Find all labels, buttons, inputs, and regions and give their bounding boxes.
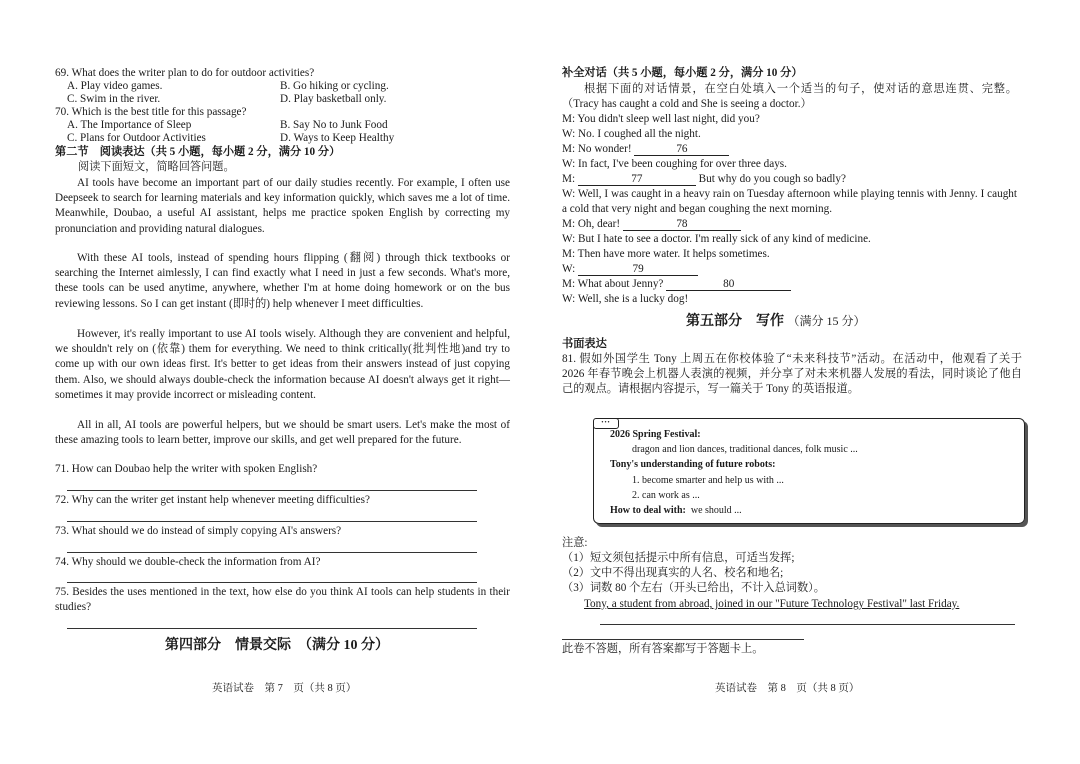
passage-paragraph-2: With these AI tools, instead of spending hours flipping (翻阅) through thick textbooks or searching the Internet aimlessly, I can find exactly what I need in just a few seconds. What's more, these tools can be used anytime, anywhere, whether I'm at home doing homework or on the bus reviewing lessons. So I can get instant (即时的) help whenever I meet difficulties. — [55, 252, 510, 310]
part4-title: 第四部分 情景交际 （满分 10 分） — [165, 638, 389, 653]
note-1: （1）短文须包括提示中所有信息，可适当发挥; — [562, 552, 795, 564]
hint-line-1: 2026 Spring Festival: — [610, 429, 701, 440]
part5-title — [686, 312, 866, 331]
dialog-line-10 — [562, 262, 698, 277]
hint-line-3: Tony's understanding of future robots: — [610, 459, 776, 470]
q70-option-b: B. Say No to Junk Food — [280, 119, 388, 131]
dialog-instruction: 根据下面的对话情景，在空白处填入一个适当的句子，使对话的意思连贯、完整。（Tracy has caught a cold and She is seeing a doctor.） — [562, 83, 1017, 111]
q69-option-b: B. Go hiking or cycling. — [280, 80, 389, 92]
passage-paragraph-3: However, it's really important to use AI tools wisely. Although they are convenient and helpful, we shouldn't rely on (依靠) them for everything. We need to think critically(批判性地)and try to come up with our own ideas first. It's better to get ideas from their answers instead of just copying them. Also, we should always double-check the information because AI doesn't always get it right—sometimes it may provide incorrect or misleading content. — [55, 328, 510, 401]
note-2: （2）文中不得出现真实的人名、校名和地名; — [562, 567, 784, 579]
q70-option-a: A. The Importance of Sleep — [67, 119, 192, 131]
hint-line-6 — [610, 504, 742, 518]
dialog-line-5 — [562, 172, 846, 187]
writing-line-1[interactable] — [600, 624, 1015, 625]
dialog-line-3-text: M: No wonder! — [562, 143, 635, 155]
blank-79[interactable]: 79 — [578, 263, 698, 276]
section2-title: 第二节 阅读表达（共 5 小题，每小题 2 分，满分 10 分） — [55, 146, 341, 158]
dialog-line-5-suffix: But why do you cough so badly? — [695, 173, 846, 185]
question-74: 74. Why should we double-check the information from AI? — [55, 556, 321, 568]
answer-line-71[interactable] — [67, 490, 477, 491]
question-73: 73. What should we do instead of simply copying AI's answers? — [55, 525, 342, 537]
notes-title: 注意: — [562, 537, 588, 549]
answer-line-73[interactable] — [67, 552, 477, 553]
dialog-line-7 — [562, 217, 741, 232]
dialog-line-4: W: In fact, I've been coughing for over three days. — [562, 158, 787, 170]
note-3: （3）词数 80 个左右（开头已给出，不计入总词数）。 — [562, 582, 825, 594]
dialog-line-9: M: Then have more water. It helps sometimes. — [562, 248, 770, 260]
blank-77[interactable]: 77 — [578, 173, 696, 186]
question-70: 70. Which is the best title for this passage? — [55, 106, 247, 118]
dialog-line-2: W: No. I coughed all the night. — [562, 128, 701, 140]
passage-paragraph-1: AI tools have become an important part of our daily studies recently. For example, I often use Deepseek to search for learning materials and key information quickly, which saves me a lot of time. Meanwhile, Doubao, a useful AI assistant, helps me practice spoken English by correcting my pronunciation and providing natural dialogues. — [55, 177, 510, 235]
blank-78[interactable]: 78 — [623, 218, 741, 231]
q70-option-d: D. Ways to Keep Healthy — [280, 132, 395, 144]
q69-option-c: C. Swim in the river. — [67, 93, 161, 105]
page-footer-right: 英语试卷 第 8 页（共 8 页） — [715, 683, 860, 694]
writing-prompt: 81. 假如外国学生 Tony 上周五在你校体验了“未来科技节”活动。在活动中，他观看了关于 2026 年春节晚会上机器人表演的视频，并分享了对未来机器人发展的看法，同时谈论了他自己的观点。请根据内容提示，写一篇关于 Tony 的英语报道。 — [562, 353, 1022, 396]
blank-80[interactable]: 80 — [666, 278, 791, 291]
dialog-line-10-text: W: — [562, 263, 579, 275]
answer-line-74[interactable] — [67, 582, 477, 583]
question-75: 75. Besides the uses mentioned in the text, how else do you think AI tools can help students in their studies? — [55, 586, 510, 614]
dialog-line-7-text: M: Oh, dear! — [562, 218, 623, 230]
blank-76[interactable]: 76 — [634, 143, 729, 156]
hint-line-5: 2. can work as ... — [632, 490, 700, 501]
answer-line-75[interactable] — [67, 628, 477, 629]
answer-line-72[interactable] — [67, 521, 477, 522]
dialog-line-11 — [562, 277, 791, 292]
dialog-line-12: W: Well, she is a lucky dog! — [562, 293, 689, 305]
question-72: 72. Why can the writer get instant help whenever meeting difficulties? — [55, 494, 370, 506]
final-note: 此卷不答题，所有答案都写于答题卡上。 — [562, 643, 764, 655]
hint-line-2: dragon and lion dances, traditional dances, folk music ... — [632, 444, 858, 455]
passage-paragraph-4: All in all, AI tools are powerful helpers, but we should be smart users. Let's make the most of these amazing tools to learn better, improve our skills, and get well prepared for the future. — [55, 419, 510, 447]
dialog-line-3 — [562, 142, 729, 157]
dialog-line-1: M: You didn't sleep well last night, did you? — [562, 113, 760, 125]
hint-box — [593, 418, 1025, 524]
section2-instruction: 阅读下面短文，简略回答问题。 — [78, 161, 235, 173]
page-footer-left: 英语试卷 第 7 页（共 8 页） — [212, 683, 357, 694]
note-tab-icon: ••• — [593, 418, 619, 429]
dialog-title: 补全对话（共 5 小题，每小题 2 分，满分 10 分） — [562, 67, 803, 79]
part5-score: （满分 15 分） — [787, 314, 866, 328]
dialog-line-11-text: M: What about Jenny? — [562, 278, 667, 290]
q69-option-a: A. Play video games. — [67, 80, 163, 92]
writing-line-2[interactable] — [562, 639, 804, 640]
dialog-line-8: W: But I hate to see a doctor. I'm really sick of any kind of medicine. — [562, 233, 871, 245]
hint-line-6-text: we should ... — [690, 505, 742, 516]
q69-option-d: D. Play basketball only. — [280, 93, 387, 105]
hint-line-4: 1. become smarter and help us with ... — [632, 475, 784, 486]
hint-line-6-label: How to deal with: — [610, 505, 686, 516]
dialog-line-6: W: Well, I was caught in a heavy rain on Tuesday afternoon while playing tennis with Jenny. I caught a cold that very night and began coughing the next morning. — [562, 188, 1017, 216]
part5-title-text: 第五部分 写作 — [686, 314, 784, 329]
question-71: 71. How can Doubao help the writer with spoken English? — [55, 463, 318, 475]
question-69: 69. What does the writer plan to do for outdoor activities? — [55, 67, 315, 79]
starter-sentence: Tony, a student from abroad, joined in our "Future Technology Festival" last Friday. — [584, 598, 960, 610]
q70-option-c: C. Plans for Outdoor Activities — [67, 132, 206, 144]
dialog-line-5-prefix: M: — [562, 173, 578, 185]
writing-label: 书面表达 — [562, 338, 607, 350]
